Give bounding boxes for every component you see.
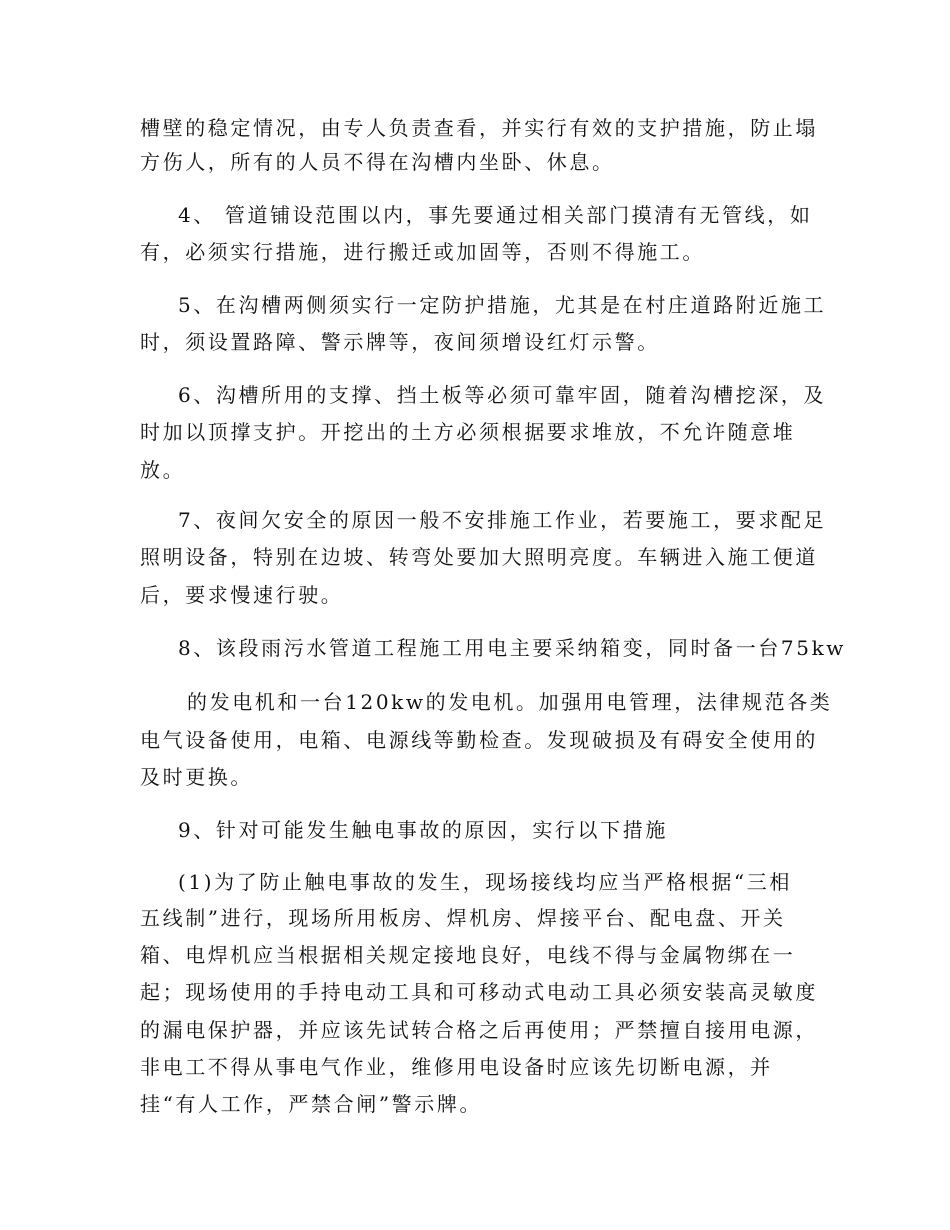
text-line: 非电工不得从事电气作业，维修用电设备时应该先切断电源，并 — [140, 1055, 773, 1079]
text-line: 照明设备，特别在边坡、转弯处要加大照明亮度。车辆进入施工便道 — [140, 545, 818, 569]
text-line: 时，须设置路障、警示牌等，夜间须增设红灯示警。 — [140, 330, 660, 354]
text-line: 的漏电保护器，并应该先试转合格之后再使用；严禁擅自接用电源， — [140, 1018, 818, 1042]
text-line: 有，必须实行措施，进行搬迁或加固等，否则不得施工。 — [140, 240, 705, 264]
text-line: 4、 管道铺设范围以内，事先要通过相关部门摸清有无管线，如 — [178, 203, 813, 227]
text-line: 的发电机和一台120kw的发电机。加强用电管理，法律规范各类 — [187, 690, 833, 714]
text-line: 9、针对可能发生触电事故的原因，实行以下措施 — [178, 818, 668, 842]
text-line: 五线制”进行，现场所用板房、焊机房、焊接平台、配电盘、开关 — [140, 906, 786, 930]
text-line: 6、沟槽所用的支撑、挡土板等必须可靠牢固，随着沟槽挖深，及 — [178, 383, 827, 407]
text-line: 5、在沟槽两侧须实行一定防护措施，尤其是在村庄道路附近施工 — [178, 293, 827, 317]
text-line: 后，要求慢速行驶。 — [140, 583, 344, 607]
text-line: 挂“有人工作，严禁合闸”警示牌。 — [140, 1092, 483, 1116]
text-line: 8、该段雨污水管道工程施工用电主要采纳箱变，同时备一台75kw — [178, 636, 847, 660]
text-line: 箱、电焊机应当根据相关规定接地良好，电线不得与金属物绑在一 — [140, 943, 796, 967]
text-line: 电气设备使用，电箱、电源线等勤检查。发现破损及有碍安全使用的 — [140, 728, 818, 752]
text-line: 7、夜间欠安全的原因一般不安排施工作业，若要施工，要求配足 — [178, 508, 827, 532]
text-line: 时加以顶撑支护。开挖出的土方必须根据要求堆放，不允许随意堆 — [140, 420, 796, 444]
text-line: 起；现场使用的手持电动工具和可移动式电动工具必须安装高灵敏度 — [140, 980, 818, 1004]
text-line: (1)为了防止触电事故的发生，现场接线均应当严格根据“三相 — [178, 870, 792, 894]
text-line: 放。 — [140, 458, 186, 482]
text-line: 方伤人，所有的人员不得在沟槽内坐卧、休息。 — [140, 150, 615, 174]
text-line: 及时更换。 — [140, 765, 253, 789]
text-line: 槽壁的稳定情况，由专人负责查看，并实行有效的支护措施，防止塌 — [140, 116, 818, 140]
